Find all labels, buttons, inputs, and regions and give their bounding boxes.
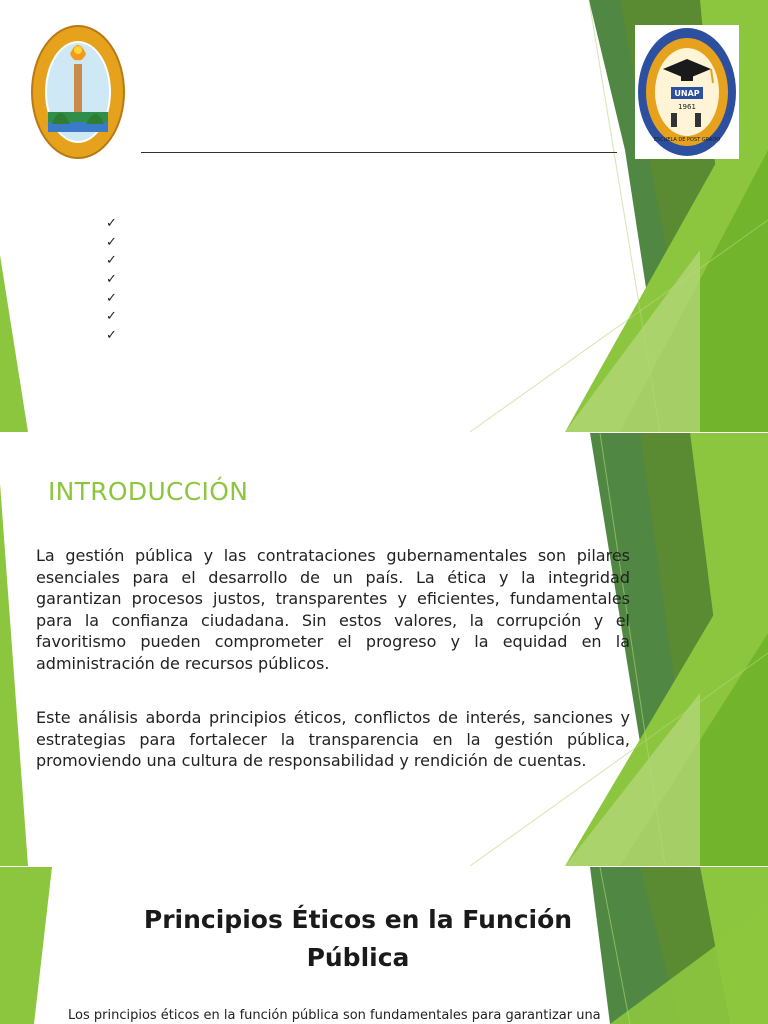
university-seal-left-logo bbox=[30, 24, 126, 160]
slide-introduction bbox=[0, 433, 768, 866]
introduction-heading: INTRODUCCIÓN bbox=[48, 477, 249, 506]
founding-year-text: 1961 bbox=[678, 103, 696, 111]
slide-ethical-principles bbox=[0, 867, 768, 1024]
ethical-principles-paragraph: Los principios éticos en la función pública son fundamentales para garantizar una bbox=[68, 1008, 601, 1023]
checkmark-icon: ✓ bbox=[106, 290, 117, 306]
checkmark-icon: ✓ bbox=[106, 234, 117, 250]
title-divider bbox=[141, 152, 617, 153]
unap-center-text: UNAP bbox=[674, 89, 700, 98]
slide-cover bbox=[0, 0, 768, 432]
postgraduate-school-right-logo bbox=[635, 25, 739, 159]
introduction-paragraph-2: Este análisis aborda principios éticos, conflictos de interés, sanciones y estrategias para fortalecer la transparencia en la gestión pública, promoviendo una cultura de responsabilidad y rendición de cuentas. bbox=[36, 708, 630, 770]
ethical-principles-heading: Principios Éticos en la Función Pública bbox=[143, 905, 573, 972]
checklist bbox=[106, 215, 117, 346]
checkmark-icon: ✓ bbox=[106, 216, 117, 231]
postgraduate-school-text: ESCUELA DE POST GRADO bbox=[653, 137, 721, 143]
checkmark-icon: ✓ bbox=[106, 328, 117, 344]
checkmark-icon: ✓ bbox=[106, 272, 117, 288]
checkmark-icon: ✓ bbox=[106, 253, 117, 269]
checkmark-icon: ✓ bbox=[106, 309, 117, 325]
introduction-paragraph-1: La gestión pública y las contrataciones gubernamentales son pilares esenciales para el desarrollo de un país. La ética y la integridad garantizan procesos justos, transparentes y eficientes, fundamentales para la confianza ciudadana. Sin estos valores, la corrupción y el favoritismo pueden comprometer el progreso y la equidad en la administración de recursos públicos. bbox=[36, 546, 630, 673]
